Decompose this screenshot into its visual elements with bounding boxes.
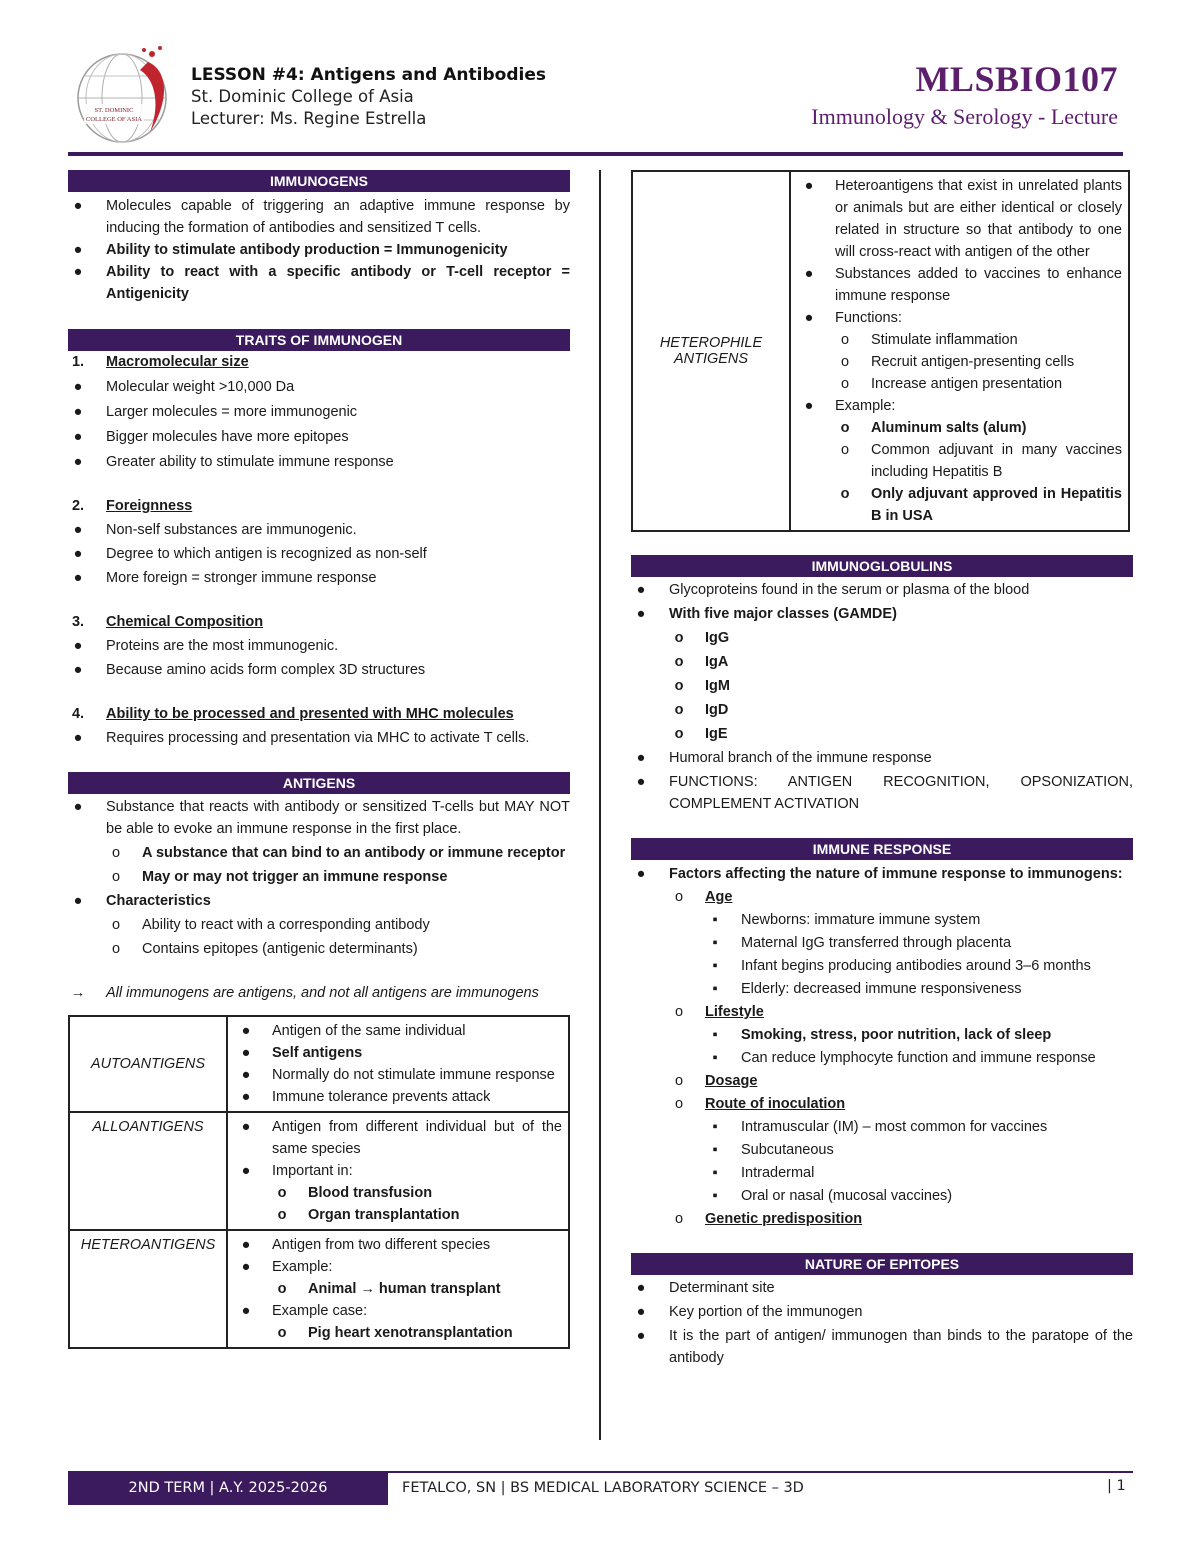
list-item: ● Important in: — [241, 1163, 353, 1179]
section-bar-epitopes: NATURE OF EPITOPES — [631, 1253, 1133, 1275]
college-logo — [70, 40, 180, 150]
list-item: ● Example case: — [241, 1303, 368, 1319]
list-item: o Age — [674, 889, 733, 905]
trait-heading: 1. Macromolecular size — [71, 354, 249, 370]
list-item: ● Proteins are the most immunogenic. — [73, 638, 339, 654]
column-divider — [599, 170, 601, 1440]
list-item: ● Antigen from different individual but of the same species — [241, 1119, 562, 1157]
list-item: ● Greater ability to stimulate immune response — [73, 454, 394, 470]
list-item: ● Humoral branch of the immune response — [636, 750, 932, 766]
section-bar-traits: TRAITS OF IMMUNOGEN — [68, 329, 570, 351]
list-item: ● Substance that reacts with antibody or sensitized T-cells but MAY NOT be able to evoke an immune response in the first place. — [73, 799, 570, 837]
list-item: ● Functions: — [804, 310, 902, 326]
list-item: ● Normally do not stimulate immune response — [241, 1067, 555, 1083]
list-item: ▪ Oral or nasal (mucosal vaccines) — [712, 1188, 953, 1204]
lesson-title: LESSON #4: Antigens and Antibodies — [191, 65, 546, 85]
list-item: ● Factors affecting the nature of immune response to immunogens: — [636, 866, 1123, 882]
list-item: o Increase antigen presentation — [840, 376, 1063, 392]
list-item: ● Molecules capable of triggering an adaptive immune response by inducing the formation of antibodies and sensitized T cells. — [73, 198, 570, 236]
page-number: | 1 — [1107, 1478, 1126, 1494]
list-item: ● Example: — [804, 398, 896, 414]
table-row — [69, 1230, 569, 1348]
list-item: ● Larger molecules = more immunogenic — [73, 404, 358, 420]
table-label: ALLOANTIGENS — [69, 1112, 227, 1230]
list-item: ▪ Can reduce lymphocyte function and immune response — [712, 1050, 1096, 1066]
school-name: St. Dominic College of Asia — [191, 87, 414, 106]
list-item: o Contains epitopes (antigenic determinants) — [111, 941, 418, 957]
list-item: o Only adjuvant approved in Hepatitis B in USA — [840, 486, 1122, 524]
list-item: ● Characteristics — [73, 893, 211, 909]
list-item: ● Ability to react with a specific antibody or T-cell receptor = Antigenicity — [73, 264, 570, 302]
list-item: ● With five major classes (GAMDE) — [636, 606, 897, 622]
table-label: HETEROPHILE ANTIGENS — [632, 171, 790, 531]
list-item: o Pig heart xenotransplantation — [277, 1325, 513, 1341]
list-item: o Stimulate inflammation — [840, 332, 1018, 348]
list-item: o IgD — [674, 702, 729, 718]
list-item: o Organ transplantation — [277, 1207, 460, 1223]
list-item: ● Degree to which antigen is recognized as non-self — [73, 546, 427, 562]
list-item: ● Substances added to vaccines to enhance immune response — [804, 266, 1122, 304]
logo-text-1: ST. DOMINIC — [94, 107, 134, 114]
list-item: ▪ Elderly: decreased immune responsiveness — [712, 981, 1022, 997]
list-item: ● Because amino acids form complex 3D structures — [73, 662, 426, 678]
list-item: o Common adjuvant in many vaccines including Hepatitis B — [840, 442, 1122, 480]
section-bar-antigens: ANTIGENS — [68, 772, 570, 794]
left-column — [68, 170, 570, 1349]
table-row — [69, 1016, 569, 1112]
list-item: o IgG — [674, 630, 730, 646]
list-item: o Blood transfusion — [277, 1185, 433, 1201]
course-name: Immunology & Serology - Lecture — [811, 104, 1118, 129]
list-item: ● Self antigens — [241, 1045, 363, 1061]
list-item: ● More foreign = stronger immune response — [73, 570, 377, 586]
section-bar-immunogens: IMMUNOGENS — [68, 170, 570, 192]
list-item: ● FUNCTIONS: ANTIGEN RECOGNITION, OPSONIZATION, COMPLEMENT ACTIVATION — [636, 774, 1133, 812]
table-row — [69, 1112, 569, 1230]
list-item: o Recruit antigen-presenting cells — [840, 354, 1075, 370]
logo-text-2: COLLEGE OF ASIA — [86, 116, 142, 123]
course-header — [811, 58, 1118, 130]
list-item: o Animal → human transplant — [277, 1281, 501, 1297]
lesson-header — [191, 64, 546, 130]
list-item: ● Example: — [241, 1259, 333, 1275]
footer-author: FETALCO, SN | BS MEDICAL LABORATORY SCIENCE – 3D — [402, 1480, 804, 1496]
list-item: ▪ Infant begins producing antibodies around 3–6 months — [712, 958, 1091, 974]
list-item: ● Key portion of the immunogen — [636, 1304, 863, 1320]
list-item: ● Molecular weight >10,000 Da — [73, 379, 295, 395]
list-item: ▪ Intramuscular (IM) – most common for vaccines — [712, 1119, 1048, 1135]
list-item: ▪ Subcutaneous — [712, 1142, 834, 1158]
list-item: ● It is the part of antigen/ immunogen than binds to the paratope of the antibody — [636, 1328, 1133, 1366]
section-bar-immunoglobulins: IMMUNOGLOBULINS — [631, 555, 1133, 577]
list-item: o Route of inoculation — [674, 1096, 846, 1112]
trait-heading: 2. Foreignness — [71, 498, 193, 514]
table-label: HETEROANTIGENS — [69, 1230, 227, 1348]
table-label: AUTOANTIGENS — [69, 1016, 227, 1112]
course-code: MLSBIO107 — [915, 59, 1118, 99]
list-item: o IgA — [674, 654, 729, 670]
list-item: o IgM — [674, 678, 730, 694]
list-item: o Lifestyle — [674, 1004, 764, 1020]
heterophile-table — [631, 170, 1130, 532]
list-item: ● Bigger molecules have more epitopes — [73, 429, 349, 445]
section-bar-immune-response: IMMUNE RESPONSE — [631, 838, 1133, 860]
footer-term: 2ND TERM | A.Y. 2025-2026 — [68, 1471, 388, 1505]
list-item: o IgE — [674, 726, 728, 742]
list-item: o Dosage — [674, 1073, 758, 1089]
list-item: ● Glycoproteins found in the serum or plasma of the blood — [636, 582, 1030, 598]
list-item: ▪ Intradermal — [712, 1165, 815, 1181]
table-row — [632, 171, 1129, 531]
list-item: ● Requires processing and presentation via MHC to activate T cells. — [73, 730, 530, 746]
list-item: ● Antigen of the same individual — [241, 1023, 466, 1039]
trait-heading: 3. Chemical Composition — [71, 614, 264, 630]
header-divider — [68, 152, 1123, 156]
list-item: o Aluminum salts (alum) — [840, 420, 1027, 436]
list-item: o Ability to react with a corresponding antibody — [111, 917, 430, 933]
list-item: o A substance that can bind to an antibody or immune receptor — [111, 845, 566, 861]
list-item: ● Antigen from two different species — [241, 1237, 491, 1253]
antigen-types-table — [68, 1015, 570, 1349]
list-item: ▪ Smoking, stress, poor nutrition, lack of sleep — [712, 1027, 1052, 1043]
list-item: ● Heteroantigens that exist in unrelated plants or animals but are either identical or closely related in structure so that antibody to one will cross-react with antigen of the other — [804, 178, 1122, 260]
list-item: o May or may not trigger an immune response — [111, 869, 448, 885]
right-column — [631, 170, 1133, 1369]
list-item: ● Determinant site — [636, 1280, 775, 1296]
list-item: ● Non-self substances are immunogenic. — [73, 522, 357, 538]
antigen-note: → All immunogens are antigens, and not all antigens are immunogens — [70, 985, 539, 1001]
list-item: ▪ Maternal IgG transferred through placenta — [712, 935, 1012, 951]
trait-heading: 4. Ability to be processed and presented with MHC molecules — [71, 706, 514, 722]
list-item: ● Ability to stimulate antibody production = Immunogenicity — [73, 242, 508, 258]
list-item: o Genetic predisposition — [674, 1211, 863, 1227]
list-item: ● Immune tolerance prevents attack — [241, 1089, 491, 1105]
lecturer-name: Lecturer: Ms. Regine Estrella — [191, 109, 427, 128]
list-item: ▪ Newborns: immature immune system — [712, 912, 981, 928]
